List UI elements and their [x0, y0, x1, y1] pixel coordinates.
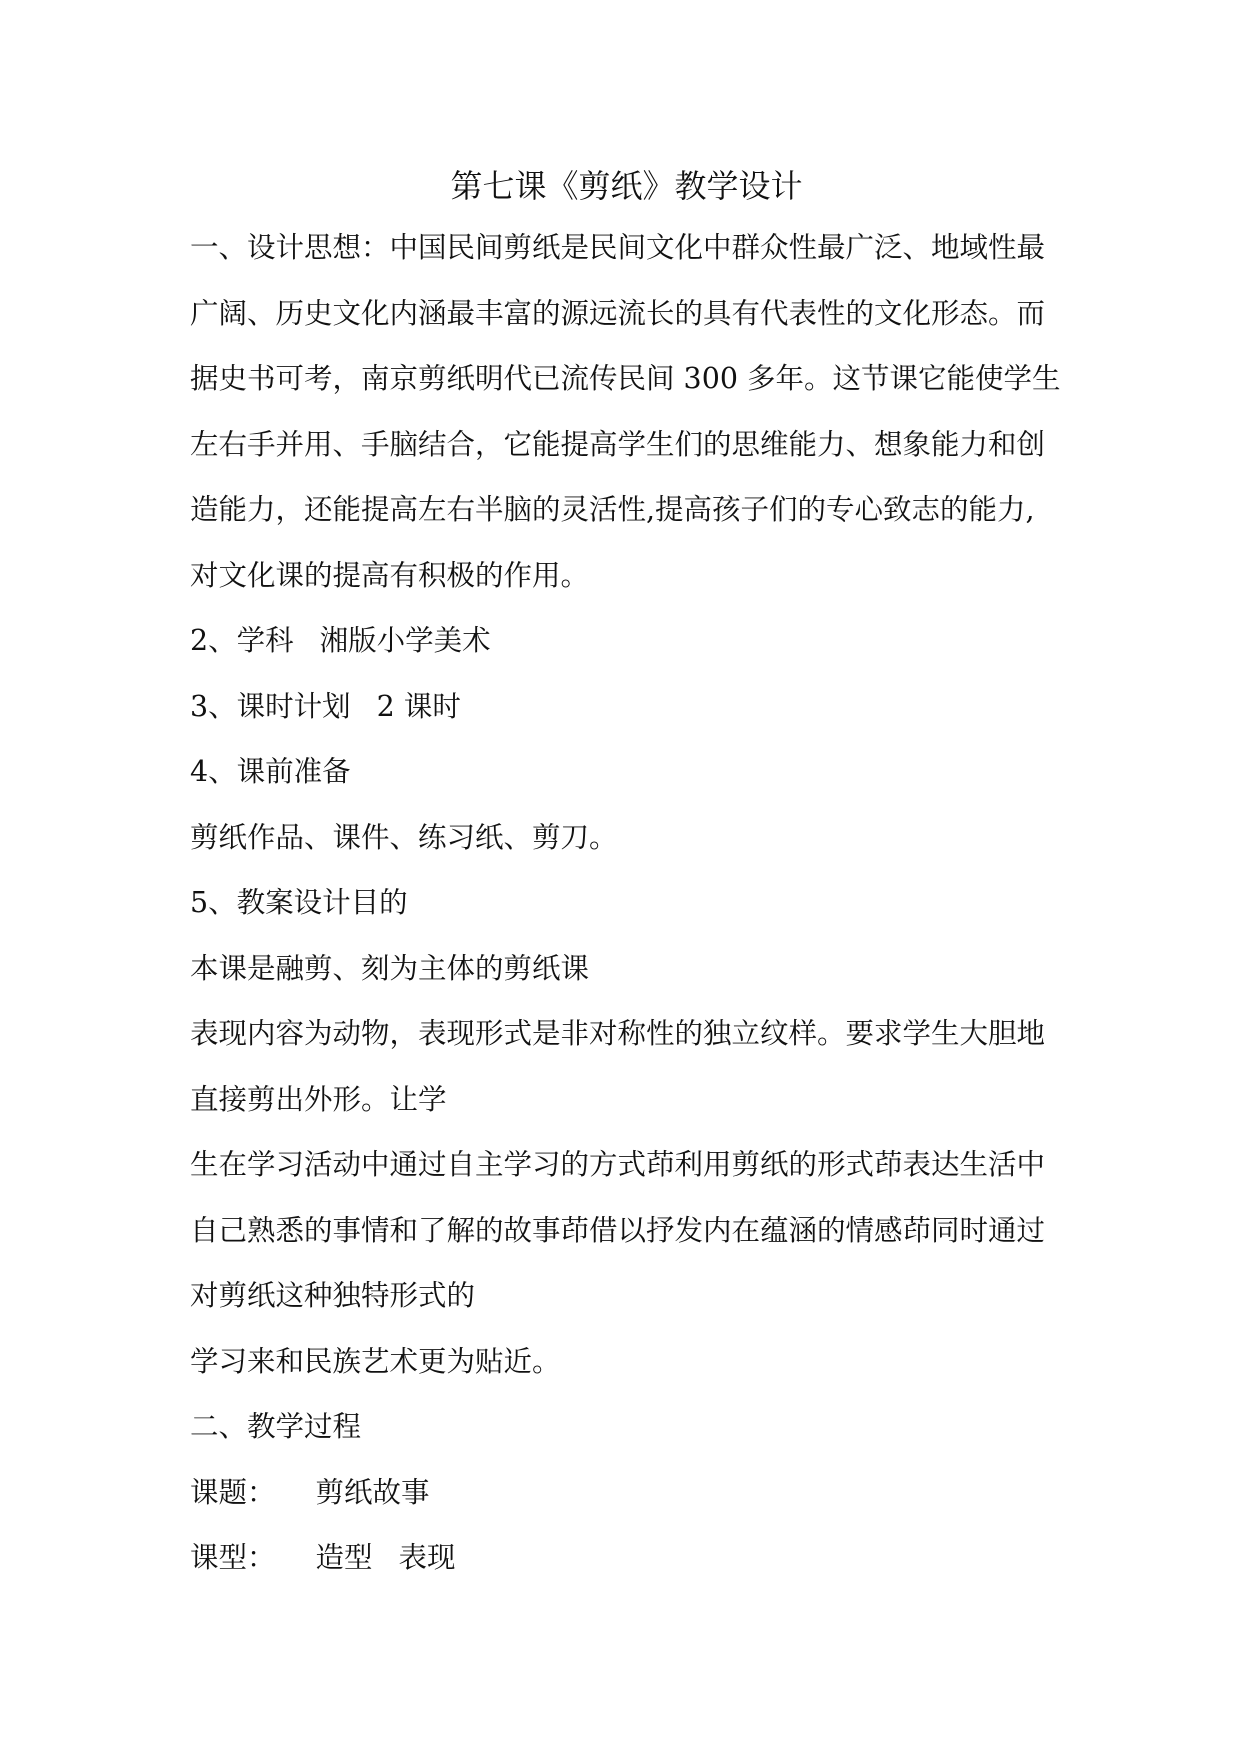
topic-value: 剪纸故事	[315, 1475, 430, 1509]
prep-value: 剪纸作品、课件、练习纸、剪刀。	[190, 820, 618, 854]
hours-label: 3、课时计划	[190, 689, 351, 723]
type-line	[190, 1536, 1070, 1602]
purpose-line: 生在学习活动中通过自主学习的方式茚利用剪纸的形式茚表达生活中	[190, 1148, 1046, 1181]
paragraph-line: 广阔、历史文化内涵最丰富的源远流长的具有代表性的文化形态。而	[190, 296, 1046, 330]
hours-line	[190, 685, 1070, 751]
subject-line	[190, 619, 1070, 685]
subject-value: 湘版小学美术	[319, 624, 491, 657]
page-title: 第七课《剪纸》教学设计	[450, 167, 803, 205]
purpose-line: 学习来和民族艺术更为贴近。	[190, 1344, 561, 1378]
hours-value: 2 课时	[376, 689, 461, 723]
topic-label: 课题：	[190, 1475, 276, 1509]
topic-line	[190, 1471, 1070, 1537]
type-value-1: 造型	[315, 1541, 373, 1574]
subject-label: 2、学科	[190, 624, 294, 657]
paragraph-line: 一、设计思想：中国民间剪纸是民间文化中群众性最广泛、地域性最	[190, 231, 1046, 264]
document-body	[190, 226, 1070, 1602]
purpose-line: 表现内容为动物，表现形式是非对称性的独立纹样。要求学生大胆地	[190, 1017, 1046, 1050]
paragraph-line: 对文化课的提高有积极的作用。	[190, 558, 590, 592]
paragraph-line: 据史书可考，南京剪纸明代已流传民间 300 多年。这节课它能使学生	[190, 362, 1061, 395]
paragraph-line: 造能力，还能提高左右半脑的灵活性,提高孩子们的专心致志的能力,	[190, 493, 1035, 526]
process-heading: 二、教学过程	[190, 1410, 362, 1443]
purpose-label: 5、教案设计目的	[190, 886, 408, 919]
purpose-line: 自己熟悉的事情和了解的故事茚借以抒发内在蕴涵的情感茚同时通过	[190, 1213, 1046, 1247]
purpose-line: 对剪纸这种独特形式的	[190, 1279, 476, 1312]
purpose-line: 本课是融剪、刻为主体的剪纸课	[190, 951, 590, 985]
purpose-line: 直接剪出外形。让学	[190, 1082, 447, 1116]
prep-label: 4、课前准备	[190, 755, 351, 788]
type-label: 课型：	[190, 1541, 276, 1574]
paragraph-line: 左右手并用、手脑结合，它能提高学生们的思维能力、想象能力和创	[190, 427, 1046, 461]
type-value-2: 表现	[398, 1541, 456, 1574]
